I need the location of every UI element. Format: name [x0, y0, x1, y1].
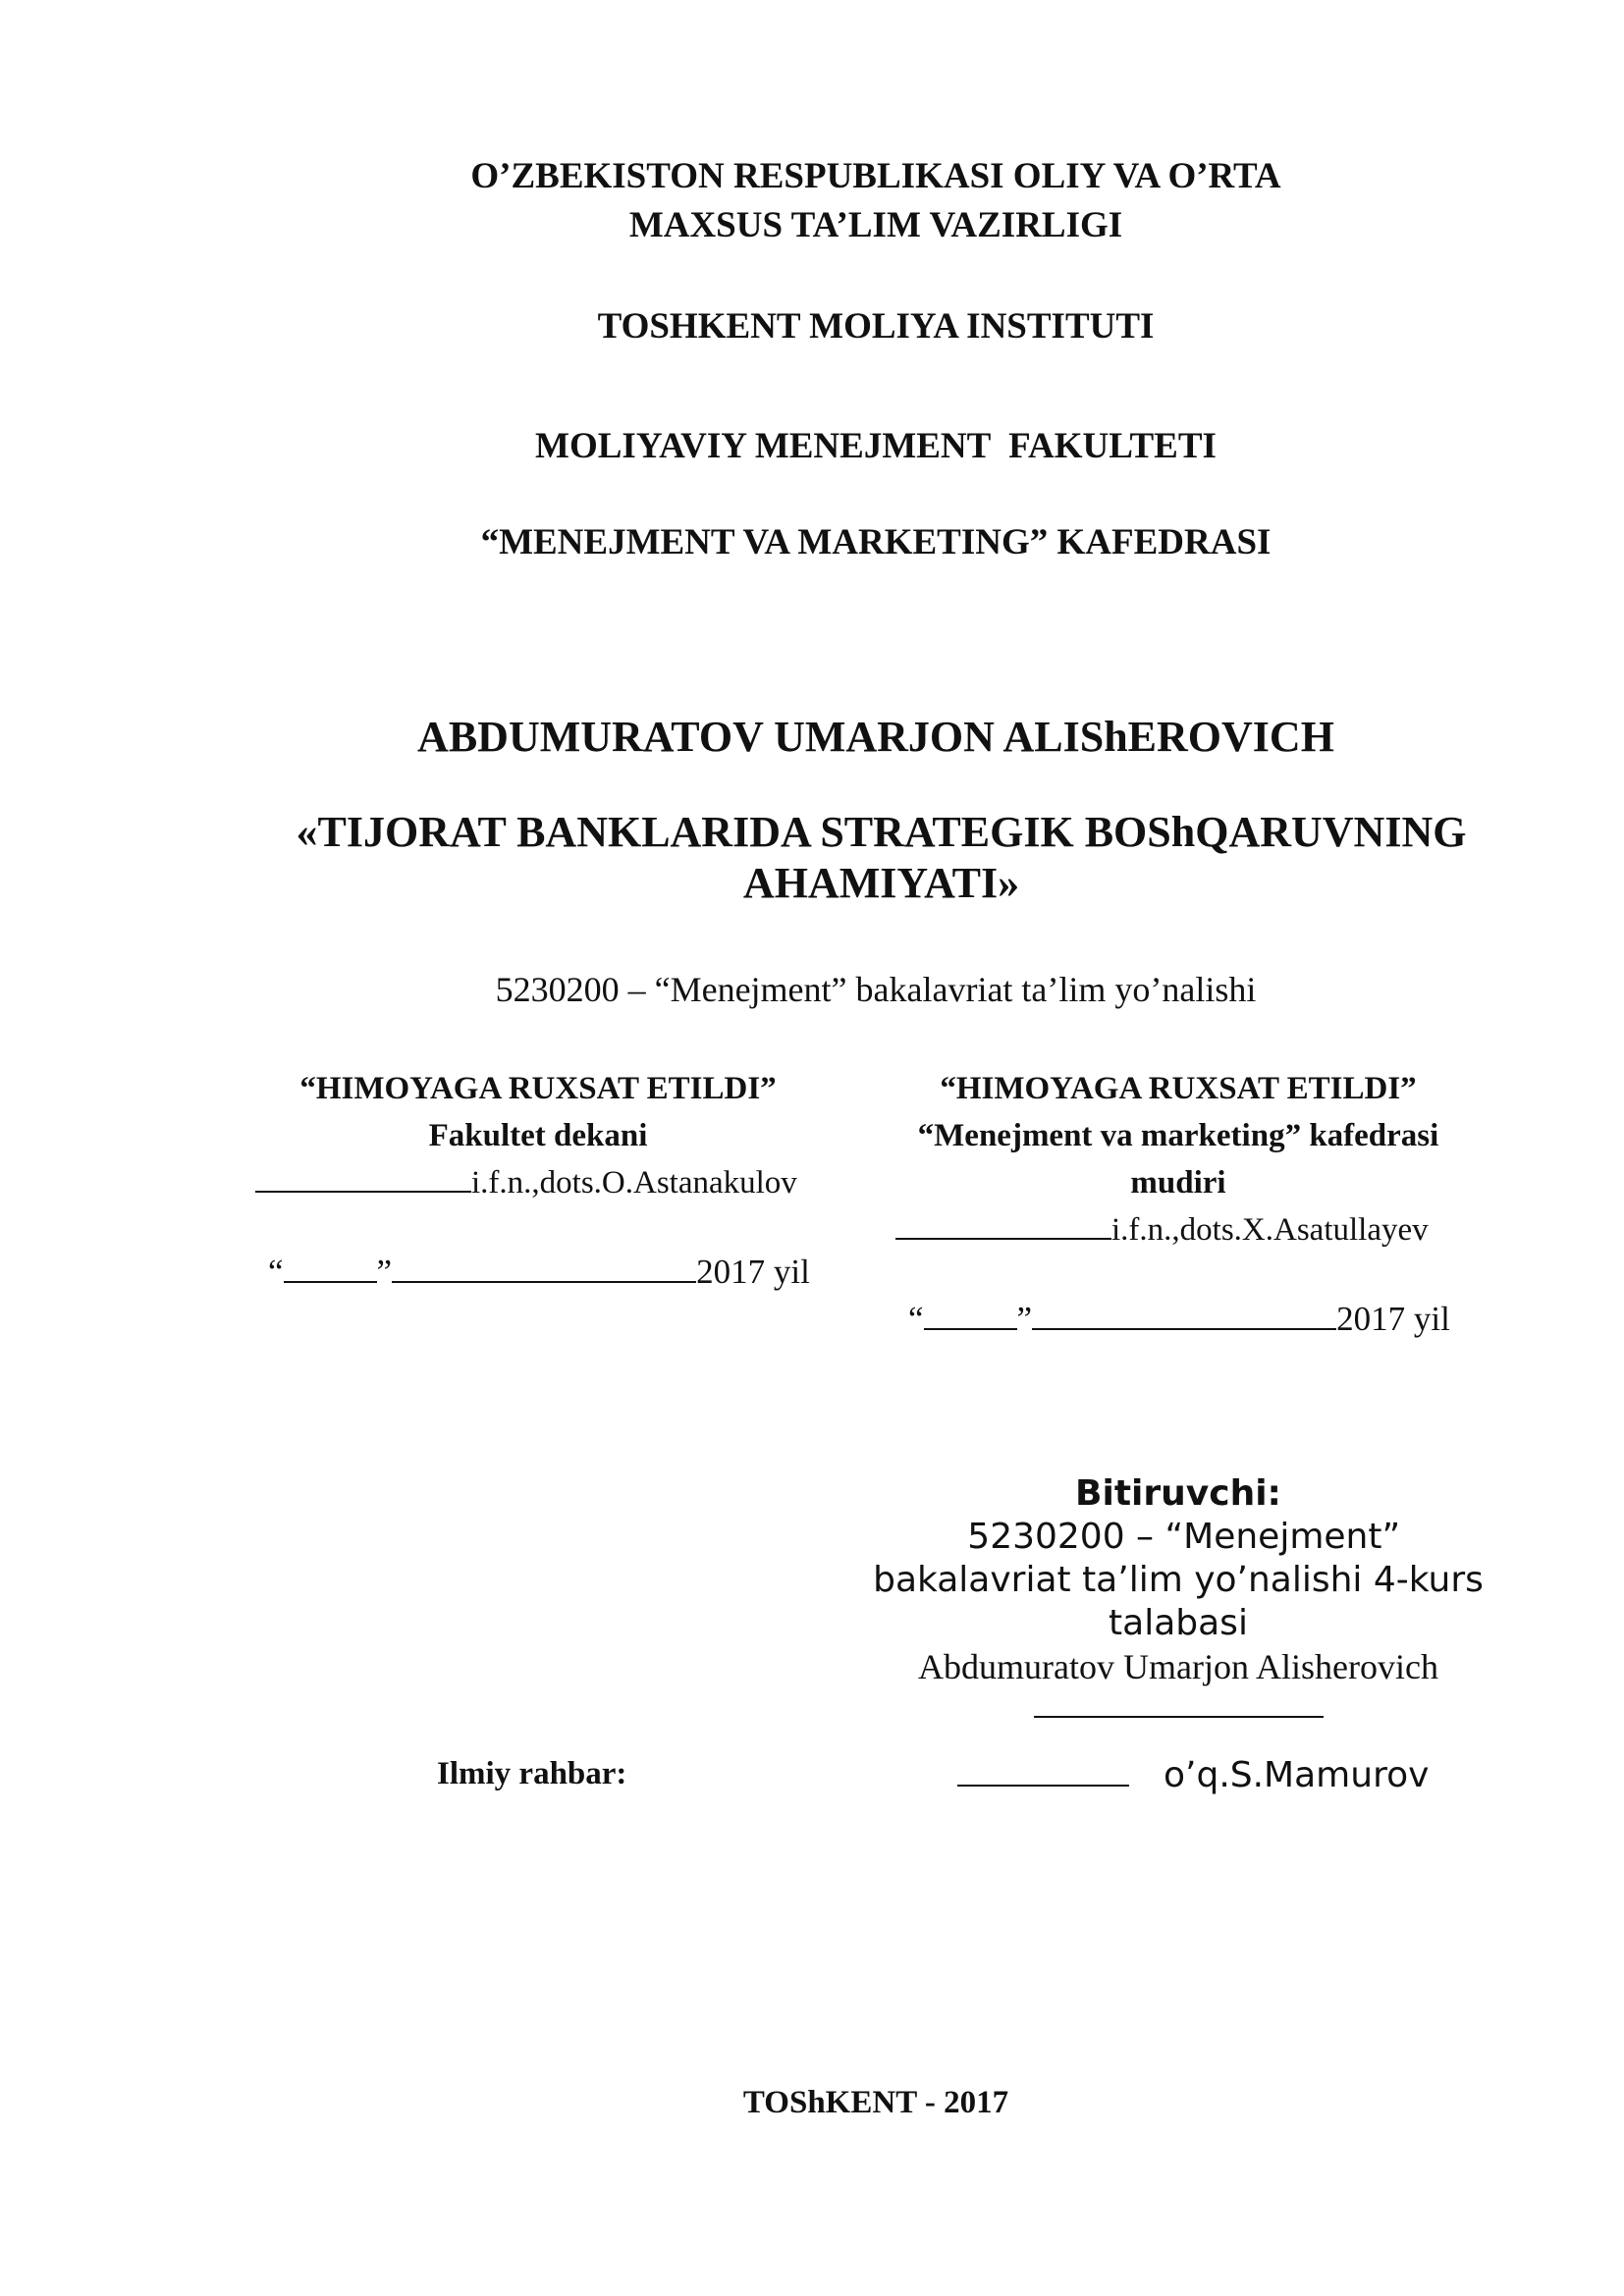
faculty-name: MOLIYAVIY MENEJMENT FAKULTETI [535, 426, 1217, 466]
ministry-line-2: MAXSUS TA’LIM VAZIRLIGI [628, 205, 1123, 245]
department-name: “MENEJMENT VA MARKETING” KAFEDRASI [480, 522, 1272, 562]
quote-open: “ [908, 1300, 924, 1338]
graduate-signature-row [864, 1684, 1492, 1728]
supervisor-name: o’q.S.Mamurov [1164, 1755, 1430, 1795]
program-name: 5230200 – “Menejment” bakalavriat ta’lim yo’nalishi [495, 970, 1257, 1009]
author-name: ABDUMURATOV UMARJON ALIShEROVICH [417, 713, 1334, 761]
approval-role-line-1: “Menejment va marketing” kafedrasi [917, 1118, 1439, 1153]
city-year: TOShKENT - 2017 [742, 2085, 1009, 2120]
month-line [1032, 1327, 1336, 1330]
quote-close: ” [376, 1253, 393, 1291]
signer-name: i.f.n.,dots.X.Asatullayev [1111, 1212, 1429, 1248]
approval-role: Fakultet dekani [428, 1118, 648, 1153]
institute-name: TOSHKENT MOLIYA INSTITUTI [597, 306, 1155, 347]
approval-role-line-2: mudiri [1130, 1165, 1226, 1201]
graduate-signature-line [1034, 1715, 1324, 1718]
supervisor-signature-line [957, 1784, 1129, 1787]
graduate-program: 5230200 – “Menejment” [955, 1517, 1401, 1557]
date-row [908, 1296, 1497, 1343]
approval-dean [244, 1065, 833, 1301]
thesis-title-line-1: «TIJORAT BANKLARIDA STRATEGIK BOShQARUVNING [296, 808, 1467, 856]
signature-line [255, 1190, 471, 1193]
approval-heading: “HIMOYAGA RUXSAT ETILDI” [940, 1071, 1417, 1106]
day-line [284, 1280, 377, 1283]
thesis-title [255, 807, 1507, 909]
approval-heading: “HIMOYAGA RUXSAT ETILDI” [299, 1071, 777, 1106]
day-line [924, 1327, 1017, 1330]
quote-open: “ [268, 1253, 284, 1291]
graduate-line-3: talabasi [1109, 1603, 1248, 1643]
date-row [268, 1249, 857, 1296]
supervisor-label: Ilmiy rahbar: [437, 1756, 627, 1791]
approval-head-of-department [884, 1065, 1473, 1338]
graduate-label: Bitiruvchi: [1075, 1473, 1281, 1514]
graduate-line-2: bakalavriat ta’lim yo’nalishi 4-kurs [873, 1560, 1484, 1600]
quote-close: ” [1016, 1300, 1033, 1338]
thesis-title-line-2: AHAMIYATI» [742, 859, 1020, 907]
month-line [392, 1280, 696, 1283]
supervisor-signature [957, 1752, 1429, 1798]
signer-name: i.f.n.,dots.O.Astanakulov [471, 1165, 797, 1201]
graduate-block [864, 1472, 1492, 1728]
graduate-line-1 [864, 1472, 1492, 1559]
signature-line [895, 1237, 1111, 1240]
date-year: 2017 yil [696, 1253, 810, 1291]
graduate-name: Abdumuratov Umarjon Alisherovich [918, 1647, 1438, 1686]
ministry-title [0, 152, 1624, 250]
signature-row [895, 1206, 1485, 1254]
ministry-line-1: O’ZBEKISTON RESPUBLIKASI OLIY VA O’RTA [470, 156, 1281, 196]
signature-row [255, 1159, 844, 1206]
date-year: 2017 yil [1336, 1300, 1450, 1338]
